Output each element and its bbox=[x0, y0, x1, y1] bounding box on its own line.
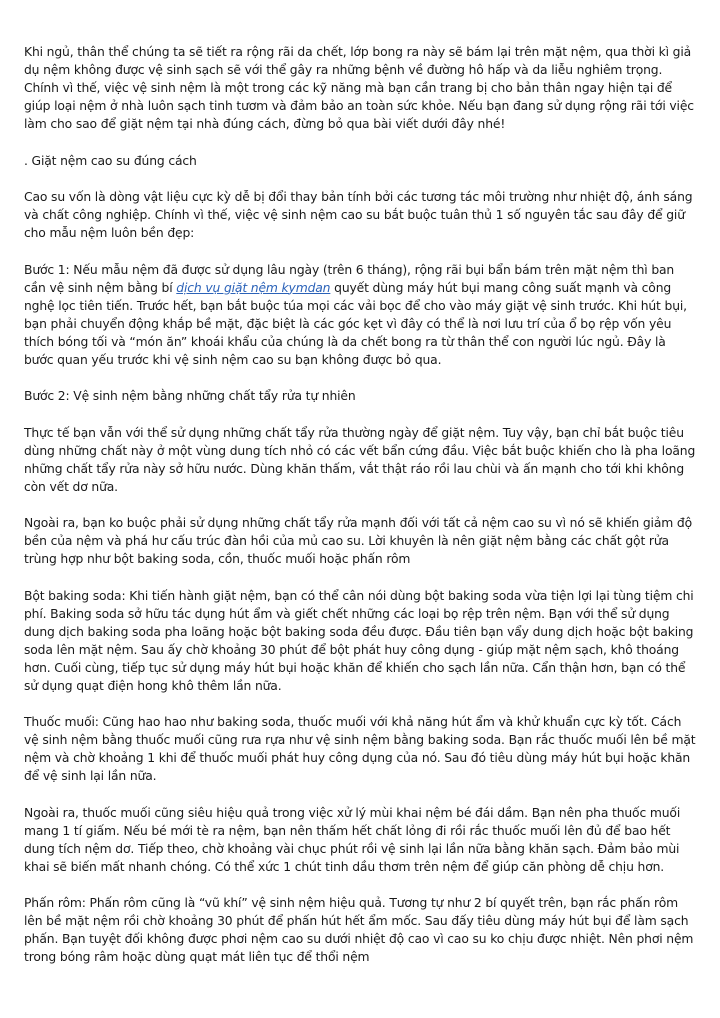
step1-text-before: Bước 1: Nếu mẫu nệm đã được sử dụng lâu ngày (trên 6 tháng), rộng rãi bụi bẩn bám trên mặt nệm thì ban cần vệ sinh nệm bằng bí bbox=[24, 262, 675, 295]
step1-paragraph bbox=[24, 261, 698, 369]
section-heading: . Giặt nệm cao su đúng cách bbox=[24, 153, 197, 168]
natural-cleaner-paragraph: Ngoài ra, bạn ko buộc phải sử dụng những chất tẩy rửa mạnh đối với tất cả nệm cao su vì nó sẽ khiến giảm độ bền của nệm và phá hư cấu trúc đàn hồi của mủ cao su. Lời khuyên là nên giặt nệm bằng các chất gột rửa trùng hợp như bột baking soda, cồn, thuốc muối hoặc phấn rôm bbox=[24, 516, 692, 566]
baking-soda-paragraph: Bột baking soda: Khi tiến hành giặt nệm, bạn có thể cân nói dùng bột baking soda vừa tiện lợi lại tùng tiệm chi phí. Baking soda sở hữu tác dụng hút ẩm và giết chết những các loại bọ rệp trên nệm. Bạn với thể sử dụng dung dịch baking soda pha loãng hoặc bột baking soda đều được. Đầu tiên bạn vẩy dung dịch hoặc bột baking soda lên mặt nệm. Sau ấy chờ khoảng 30 phút để bột phát huy công dụng - giúp mặt nệm sạch, khô thoáng hơn. Cuối cùng, tiếp tục sử dụng máy hút bụi hoặc khăn để khiến cho sạch lần nữa. Cẩn thận hơn, bạn có thể sử dụng quạt điện hong khô thêm lần nữa. bbox=[24, 588, 694, 693]
baby-powder-paragraph: Phấn rôm: Phấn rôm cũng là “vũ khí” vệ sinh nệm hiệu quả. Tương tự như 2 bí quyết trên, bạn rắc phấn rôm lên bề mặt nệm rồi chờ khoảng 30 phút để phấn hút hết ẩm mốc. Sau đấy tiêu dùng máy hút bụi để làm sạch phấn. Bạn tuyệt đối không được phơi nệm cao su dưới nhiệt độ cao vì cao su ko chịu được nhiệt. Nên phơi nệm trong bóng râm hoặc dùng quạt mát liên tục để thổi nệm bbox=[24, 896, 694, 964]
rubber-paragraph: Cao su vốn là dòng vật liệu cực kỳ dễ bị đổi thay bản tính bởi các tương tác môi trường như nhiệt độ, ánh sáng và chất công nghiệp. Chính vì thế, việc vệ sinh nệm cao su bắt buộc tuân thủ 1 số nguyên tắc sau đây để giữ cho mẫu nệm luôn bền đẹp: bbox=[24, 190, 693, 240]
salt-paragraph: Thuốc muối: Cũng hao hao như baking soda, thuốc muối với khả năng hút ẩm và khử khuẩn cực kỳ tốt. Cách vệ sinh nệm bằng thuốc muối cũng rưa rựa như vệ sinh nệm bằng baking soda. Bạn rắc thuốc muối lên bề mặt nệm và chờ khoảng 1 khi để thuốc muối phát huy công dụng của nó. Sau đó tiêu dùng máy hút bụi hoặc khăn để vệ sinh lại lần nữa. bbox=[24, 715, 696, 783]
mattress-cleaning-service-link[interactable]: dịch vụ giặt nệm kymdan bbox=[176, 280, 331, 295]
step2-heading: Bước 2: Vệ sinh nệm bằng những chất tẩy rửa tự nhiên bbox=[24, 389, 356, 403]
detergent-paragraph: Thực tế bạn vẫn với thể sử dụng những chất tẩy rửa thường ngày để giặt nệm. Tuy vậy, bạn chỉ bắt buộc tiêu dùng những chất này ở một vùng dung tích nhỏ có các vết bẩn cứng đầu. Việc bắt buộc khiến cho là pha loãng những chất tẩy rửa này sở hữu nước. Dùng khăn thấm, vắt thật ráo rồi lau chùi và ấn mạnh cho tới khi không còn vết dơ nữa. bbox=[24, 425, 696, 494]
step1-text-after: quyết dùng máy hút bụi mang công suất mạnh và công nghệ lọc tiên tiến. Trước hết, bạn bắt buộc túa mọi các vải bọc để cho vào máy giặt vệ sinh trước. Khi hút bụi, bạn phải chuyển động khắp bề mặt, đặc biệt là các góc kẹt vì đây có thể là nơi lưu trí của ổ bọ rệp vốn yêu thích bóng tối và “món ăn” khoái khẩu của chúng là da chết bong ra từ thân thể con người lúc ngủ. Đây là bước quan yếu trước khi vệ sinh nệm cao su bạn không được bỏ qua. bbox=[24, 280, 687, 367]
intro-paragraph: Khi ngủ, thân thể chúng ta sẽ tiết ra rộng rãi da chết, lớp bong ra này sẽ bám lại trên mặt nệm, qua thời kì giả dụ nệm không được vệ sinh sạch sẽ với thể gây ra những bệnh về đường hô hấp và da liễu nghiêm trọng. Chính vì thế, việc vệ sinh nệm là một trong các kỹ năng mà bạn cần trang bị cho bản thân ngay hiện tại để giúp loại nệm ở nhà luôn sạch tinh tươm và đảm bảo an toàn sức khỏe. Nếu bạn đang sử dụng rộng rãi tới việc làm cho sao để giặt nệm tại nhà đúng cách, đừng bỏ qua bài viết dưới đây nhé! bbox=[24, 45, 694, 131]
urine-odor-paragraph: Ngoài ra, thuốc muối cũng siêu hiệu quả trong việc xử lý mùi khai nệm bé đái dầm. Bạn nên pha thuốc muối mang 1 tí giấm. Nếu bé mới tè ra nệm, bạn nên thấm hết chất lỏng đi rồi rắc thuốc muối lên đủ để bao hết dung tích nệm dơ. Tiếp theo, chờ khoảng vài chục phút rồi vệ sinh lại lần nữa bằng khăn sạch. Đảm bảo mùi khai sẽ biến mất nhanh chóng. Có thể xức 1 chút tinh dầu thơm trên nệm để giúp căn phòng dễ chịu hơn. bbox=[24, 805, 681, 874]
